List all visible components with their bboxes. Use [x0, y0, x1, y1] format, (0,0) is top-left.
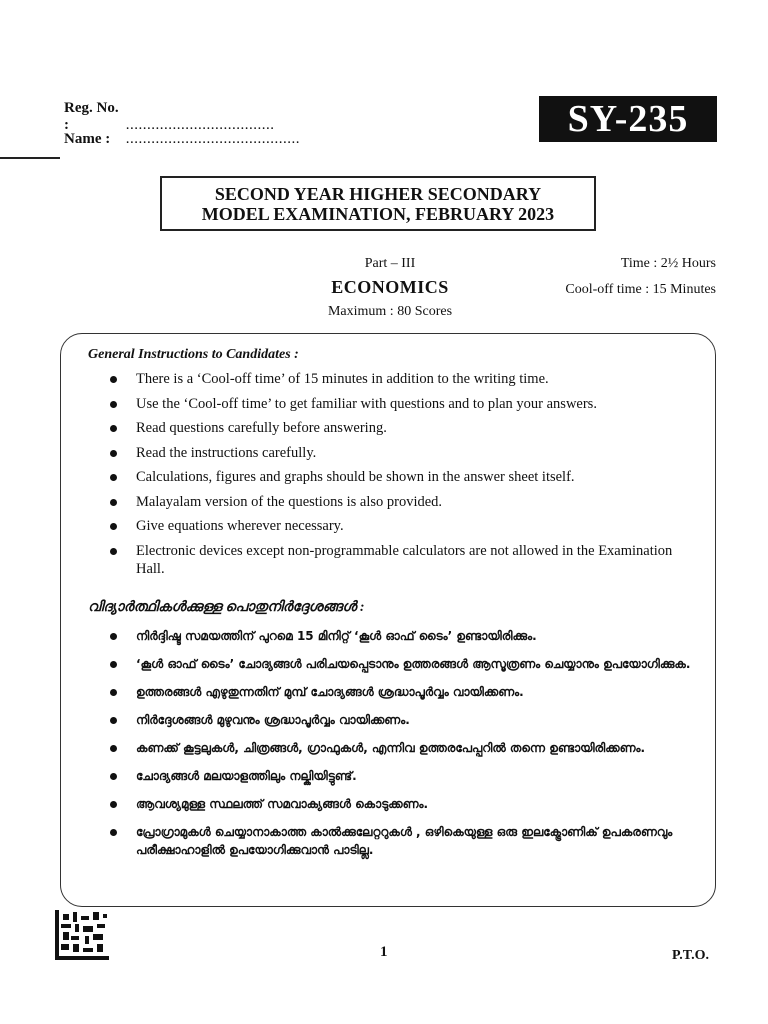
exam-title-line1: SECOND YEAR HIGHER SECONDARY	[214, 183, 542, 204]
maximum-score: Maximum : 80 Scores	[327, 304, 453, 319]
list-item: നിർദ്ദേശങ്ങൾ മുഴുവനും ശ്രദ്ധാപൂർവ്വം വായിക്കണം.	[110, 711, 700, 729]
instructions-heading-ml: വിദ്യാർത്ഥികൾക്കുള്ള പൊതുനിർദ്ദേശങ്ങൾ :	[88, 600, 365, 615]
bullet-icon	[110, 717, 117, 724]
cool-off-time: Cool-off time : 15 Minutes	[565, 282, 716, 297]
name-field	[64, 131, 300, 148]
bullet-icon	[110, 425, 117, 432]
exam-title-box	[160, 176, 596, 231]
list-item: There is a ‘Cool-off time’ of 15 minutes in addition to the writing time.	[110, 370, 700, 388]
exam-time: Time : 2½ Hours	[620, 256, 716, 271]
list-item: ‘കൂൾ ഓഫ് ടൈം’ ചോദ്യങ്ങൾ പരിചയപ്പെടാനും ഉത്തരങ്ങൾ ആസൂത്രണം ചെയ്യാനും ഉപയോഗിക്കുക.	[110, 655, 700, 673]
reg-no-field	[64, 100, 275, 134]
bullet-icon	[110, 801, 117, 808]
bullet-icon	[110, 745, 117, 752]
barcode-icon	[55, 910, 109, 960]
list-item: Read questions carefully before answering.	[110, 419, 700, 437]
list-item: ചോദ്യങ്ങൾ മലയാളത്തിലും നല്കിയിട്ടുണ്ട്.	[110, 767, 700, 785]
bullet-icon	[110, 523, 117, 530]
list-item: Read the instructions carefully.	[110, 444, 700, 462]
bullet-icon	[110, 474, 117, 481]
reg-no-dots: ...................................	[125, 117, 275, 133]
bullet-icon	[110, 633, 117, 640]
bullet-icon	[110, 773, 117, 780]
list-item: പ്രോഗ്രാമുകൾ ചെയ്യാനാകാത്ത കാൽക്കുലേറ്ററുകൾ , ഒഴികെയുള്ള ഒരു ഇലക്ട്രോണിക് ഉപകരണവും പരീക്ഷാഹാളിൽ ഉപയോഗിക്കുവാൻ പാടില്ല.	[110, 823, 700, 859]
bullet-icon	[110, 401, 117, 408]
bullet-icon	[110, 689, 117, 696]
bullet-icon	[110, 548, 117, 555]
subject-title: ECONOMICS	[331, 277, 449, 297]
instructions-list-en	[110, 370, 700, 584]
bullet-icon	[110, 499, 117, 506]
name-dots: .........................................	[125, 131, 300, 147]
list-item: കണക്ക് കൂട്ടലുകൾ, ചിത്രങ്ങൾ, ഗ്രാഫുകൾ, എന്നിവ ഉത്തരപേപ്പറിൽ തന്നെ ഉണ്ടായിരിക്കണം.	[110, 739, 700, 757]
list-item: Calculations, figures and graphs should be shown in the answer sheet itself.	[110, 468, 700, 486]
bullet-icon	[110, 661, 117, 668]
please-turn-over: P.T.O.	[672, 948, 709, 963]
part-label: Part – III	[364, 256, 416, 271]
instructions-list-ml	[110, 627, 700, 869]
list-item: Give equations wherever necessary.	[110, 517, 700, 535]
margin-rule	[0, 157, 60, 159]
list-item: Malayalam version of the questions is also provided.	[110, 493, 700, 511]
list-item: ഉത്തരങ്ങൾ എഴുതുന്നതിന് മുമ്പ് ചോദ്യങ്ങൾ ശ്രദ്ധാപൂർവ്വം വായിക്കണം.	[110, 683, 700, 701]
instructions-heading-en: General Instructions to Candidates :	[88, 347, 299, 362]
list-item: Electronic devices except non-programmable calculators are not allowed in the Examination Hall.	[110, 542, 700, 578]
bullet-icon	[110, 376, 117, 383]
bullet-icon	[110, 829, 117, 836]
list-item: Use the ‘Cool-off time’ to get familiar with questions and to plan your answers.	[110, 395, 700, 413]
reg-no-label: Reg. No. :	[64, 100, 119, 133]
exam-title-line2: MODEL EXAMINATION, FEBRUARY 2023	[201, 203, 555, 224]
paper-code-badge: SY-235	[539, 96, 717, 142]
name-label: Name :	[64, 131, 111, 147]
list-item: നിർദ്ദിഷ്ട സമയത്തിന് പുറമെ 15 മിനിറ്റ് ‘കൂൾ ഓഫ് ടൈം’ ഉണ്ടായിരിക്കും.	[110, 627, 700, 645]
bullet-icon	[110, 450, 117, 457]
page-number: 1	[380, 944, 388, 960]
list-item: ആവശ്യമുള്ള സ്ഥലത്ത് സമവാക്യങ്ങൾ കൊടുക്കണം.	[110, 795, 700, 813]
